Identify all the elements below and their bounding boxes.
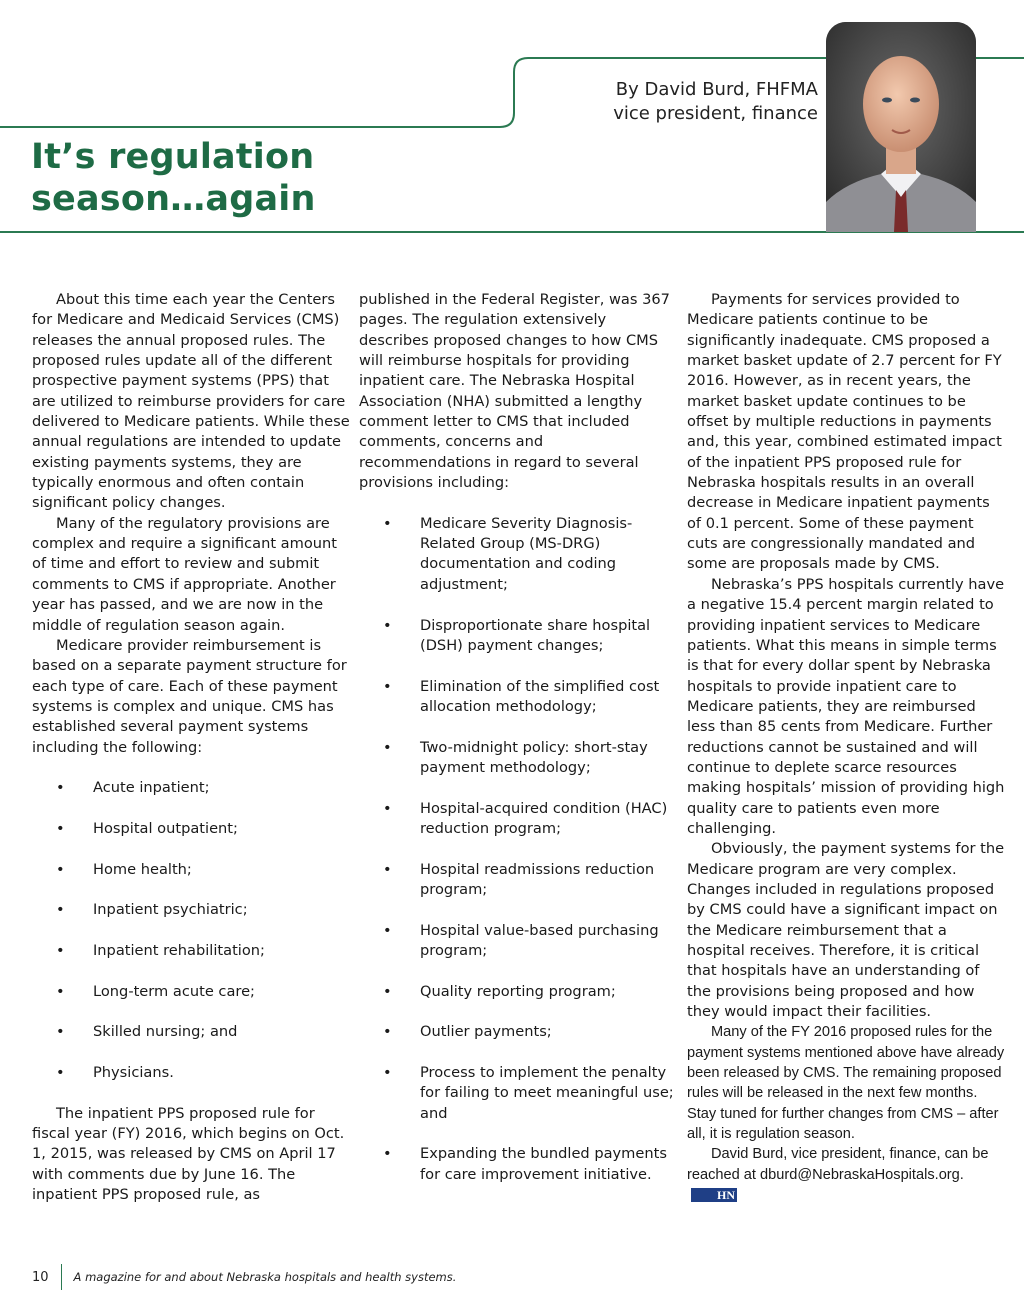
paragraph: Obviously, the payment systems for the Medicare program are very complex. Changes included in regulations proposed by CMS could have a significant impact on the Medicare reimbursement that a hospital receives. Therefore, it is critical that hospitals have an understanding of the provisions being proposed and how they would impact their facilities.	[687, 840, 1005, 1021]
paragraph: Many of the FY 2016 proposed rules for the payment systems mentioned above have already been released by CMS. The remaining proposed rules will be released in the next few months. Stay tuned for further changes from CMS – after all, it is regulation season.	[687, 1024, 1005, 1143]
bullet-icon: •	[383, 921, 392, 939]
bullet-icon: •	[383, 982, 392, 1000]
page-number: 10	[32, 1269, 49, 1285]
payment-systems-list	[32, 778, 350, 1083]
column-2	[359, 290, 677, 1205]
list-item: • Outlier payments;	[359, 1022, 677, 1042]
paragraph: Payments for services provided to Medicare patients continue to be significantly inadequate. CMS proposed a market basket update of 2.7 percent for FY 2016. However, as in recent years, the market basket update continues to be offset by multiple reductions in payments and, this year, combined estimated impact of the inpatient PPS proposed rule for Nebraska hospitals results in an overall decrease in Medicare inpatient payments of 0.1 percent. Some of these payment cuts are congressionally mandated and some are proposals made by CMS.	[687, 291, 1002, 573]
paragraph: The inpatient PPS proposed rule for fiscal year (FY) 2016, which begins on Oct. 1, 2015, was released by CMS on April 17 with comments due by June 16. The inpatient PPS proposed rule, as	[32, 1104, 345, 1204]
page-footer	[32, 1266, 456, 1288]
bullet-icon: •	[383, 738, 392, 756]
list-item: • Process to implement the penalty for failing to meet meaningful use; and	[383, 1064, 674, 1122]
title-line-1: It’s regulation	[31, 137, 315, 177]
list-item: • Hospital value-based purchasing program;	[383, 921, 659, 959]
paragraph: Many of the regulatory provisions are complex and require a significant amount of time and effort to review and submit comments to CMS if appropriate. Another year has passed, and we are now in the middle of regulation season again.	[32, 514, 337, 634]
hn-logo: HN	[691, 1188, 737, 1202]
author-name: By David Burd, FHFMA	[615, 79, 818, 100]
bullet-icon: •	[383, 616, 392, 634]
list-item: • Quality reporting program;	[359, 982, 677, 1002]
list-item: • Acute inpatient;	[32, 778, 350, 798]
list-item: • Long-term acute care;	[32, 982, 350, 1002]
list-item: • Inpatient rehabilitation;	[32, 941, 350, 961]
column-3	[687, 290, 1005, 1205]
author-photo	[826, 22, 976, 232]
title-line-2: season…again	[31, 179, 316, 219]
bullet-icon: •	[56, 901, 65, 919]
bullet-icon: •	[383, 677, 392, 695]
bullet-icon: •	[383, 1023, 392, 1041]
bullet-icon: •	[56, 942, 65, 959]
bullet-icon: •	[56, 779, 65, 797]
byline	[613, 78, 818, 126]
list-item: • Home health;	[32, 860, 350, 880]
bullet-icon: •	[56, 819, 65, 837]
list-item: • Hospital outpatient;	[32, 819, 350, 839]
author-role: vice president, finance	[613, 103, 818, 124]
bullet-icon: •	[56, 860, 65, 878]
bullet-icon: •	[383, 514, 392, 532]
list-item: • Medicare Severity Diagnosis-Related Group (MS-DRG) documentation and coding adjustment;	[383, 514, 633, 593]
paragraph: Medicare provider reimbursement is based on a separate payment structure for each type of care. Each of these payment systems is complex and unique. CMS has established several payment systems including the following:	[32, 636, 347, 756]
bullet-icon: •	[383, 799, 392, 817]
paragraph: Nebraska’s PPS hospitals currently have a negative 15.4 percent margin related to providing inpatient services to Medicare patients. What this means in simple terms is that for every dollar spent by Nebraska hospitals to provide inpatient care to Medicare patients, they are reimbursed less than 85 cents from Medicare. Further reductions cannot be sustained and will continue to deplete scarce resources making hospitals’ mission of providing high quality care to patients even more challenging.	[687, 575, 1005, 837]
list-item: • Expanding the bundled payments for care improvement initiative.	[383, 1145, 667, 1183]
bullet-icon: •	[56, 982, 65, 1000]
list-item: • Physicians.	[32, 1063, 350, 1083]
list-item: • Inpatient psychiatric;	[32, 900, 350, 920]
list-item: • Skilled nursing; and	[32, 1022, 350, 1042]
footer-tagline: A magazine for and about Nebraska hospitals and health systems.	[73, 1270, 457, 1284]
list-item: • Elimination of the simplified cost allocation methodology;	[383, 677, 660, 715]
bullet-icon: •	[383, 1064, 392, 1082]
bullet-icon: •	[383, 1145, 392, 1163]
list-item: • Disproportionate share hospital (DSH) payment changes;	[383, 616, 651, 654]
list-item: • Two-midnight policy: short-stay payment methodology;	[383, 738, 648, 776]
bullet-icon: •	[56, 1064, 65, 1082]
list-item: • Hospital readmissions reduction program;	[383, 860, 655, 898]
column-1	[32, 290, 350, 1205]
paragraph: About this time each year the Centers for Medicare and Medicaid Services (CMS) releases the annual proposed rules. The proposed rules update all of the different prospective payment systems (PPS) that are utilized to reimburse providers for care delivered to Medicare patients. While these annual regulations are intended to update existing payments systems, they are typically enormous and often contain significant policy changes.	[32, 291, 350, 512]
list-item: • Hospital-acquired condition (HAC) reduction program;	[383, 799, 668, 837]
author-contact: David Burd, vice president, finance, can be reached at dburd@NebraskaHospitals.org.HN	[687, 1146, 989, 1203]
bullet-icon: •	[56, 1023, 65, 1041]
bullet-icon: •	[383, 860, 392, 878]
provisions-list	[359, 514, 677, 1185]
article-title	[31, 136, 316, 220]
paragraph: published in the Federal Register, was 367 pages. The regulation extensively describes proposed changes to how CMS will reimburse hospitals for providing inpatient care. The Nebraska Hospital Association (NHA) submitted a lengthy comment letter to CMS that included comments, concerns and recommendations in regard to several provisions including:	[359, 291, 670, 492]
footer-divider	[61, 1264, 62, 1290]
